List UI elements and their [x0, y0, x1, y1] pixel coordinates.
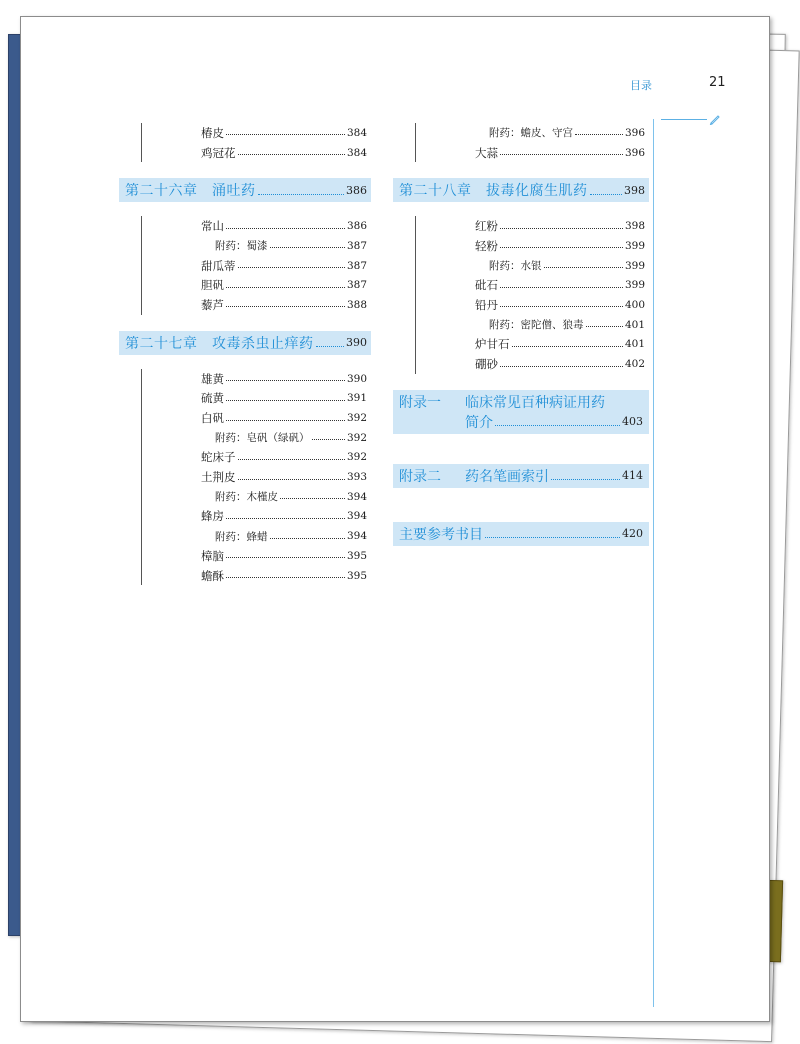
- toc-column-left: [119, 119, 371, 585]
- references-title: 主要参考书目: [399, 526, 483, 543]
- entry-name: 甜瓜蒂: [201, 258, 236, 273]
- entry-page: 387: [346, 259, 367, 272]
- entry-name: 附药：蜂蜡: [215, 530, 268, 543]
- entry-page: 399: [624, 259, 645, 272]
- leader-dots: [226, 306, 345, 307]
- chapter-heading[interactable]: [393, 178, 649, 202]
- entry-name: 蛇床子: [201, 450, 236, 465]
- entry-name: 附药：蟾皮、守宫: [489, 127, 573, 140]
- references-page: 420: [622, 527, 643, 541]
- toc-entry[interactable]: [393, 275, 649, 295]
- entry-page: 388: [346, 298, 367, 311]
- entry-name: 椿皮: [201, 125, 224, 140]
- toc-entry[interactable]: [119, 546, 371, 566]
- entry-page: 401: [624, 338, 645, 351]
- toc-entry[interactable]: [393, 143, 649, 163]
- toc-entry[interactable]: [393, 335, 649, 355]
- leader-dots: [500, 154, 623, 155]
- entry-name: 红粉: [475, 219, 498, 234]
- leader-dots: [500, 306, 623, 307]
- toc-entry[interactable]: [119, 275, 371, 295]
- toc-entry[interactable]: [119, 507, 371, 527]
- entry-page: 395: [346, 549, 367, 562]
- entry-page: 387: [346, 279, 367, 292]
- header-rule: [661, 119, 707, 120]
- appendix-2-heading[interactable]: [393, 464, 649, 488]
- leader-dots: [512, 346, 623, 347]
- leader-dots: [586, 326, 623, 327]
- appendix-row: [399, 524, 643, 544]
- leader-dots: [238, 459, 345, 460]
- entry-block: [119, 123, 371, 162]
- running-header: 目录: [630, 79, 652, 92]
- appendix-title: 临床常见百种病证用药: [465, 394, 605, 411]
- appendix-row: [399, 412, 643, 432]
- entry-page: 392: [346, 451, 367, 464]
- leader-dots: [226, 577, 345, 578]
- toc-entry[interactable]: [393, 236, 649, 256]
- entry-page: 386: [346, 220, 367, 233]
- entry-block: [393, 123, 649, 162]
- chapter-title: 第二十八章 拔毒化腐生肌药: [399, 183, 588, 200]
- toc-entry[interactable]: [119, 389, 371, 409]
- leader-dots: [226, 518, 345, 519]
- entry-name: 附药：密陀僧、狼毒: [489, 319, 584, 332]
- appendix-page: 403: [622, 415, 643, 429]
- toc-entry[interactable]: [119, 295, 371, 315]
- appendix-label: 附录一: [399, 394, 441, 411]
- entry-name: 蟾酥: [201, 568, 224, 583]
- leader-dots: [500, 287, 623, 288]
- leader-dots: [226, 287, 345, 288]
- entry-name: 硫黄: [201, 391, 224, 406]
- leader-dots: [544, 267, 623, 268]
- pen-icon: [709, 113, 721, 125]
- toc-entry[interactable]: [119, 216, 371, 236]
- appendix-label: 附录二: [399, 468, 441, 485]
- toc-entry[interactable]: [119, 256, 371, 276]
- entry-name: 附药：水银: [489, 260, 542, 273]
- leader-dots: [226, 557, 345, 558]
- leader-dots: [226, 228, 345, 229]
- entry-page: 396: [624, 146, 645, 159]
- leader-dots: [226, 134, 345, 135]
- toc-entry[interactable]: [119, 566, 371, 586]
- appendix-title-cont: 简介: [465, 414, 493, 431]
- leader-dots: [575, 134, 623, 135]
- entry-page: 401: [624, 318, 645, 331]
- chapter-title: 第二十七章 攻毒杀虫止痒药: [125, 335, 314, 352]
- entry-name: 蜂房: [201, 509, 224, 524]
- chapter-page: 390: [346, 336, 367, 350]
- entry-name: 炉甘石: [475, 337, 510, 352]
- appendix-1-heading[interactable]: [393, 390, 649, 434]
- entry-page: 387: [346, 239, 367, 252]
- entry-name: 硼砂: [475, 357, 498, 372]
- entry-page: 398: [624, 220, 645, 233]
- leader-dots: [551, 479, 620, 480]
- toc-page: [20, 16, 770, 1022]
- toc-sub-entry[interactable]: [119, 526, 371, 546]
- toc-sub-entry[interactable]: [393, 256, 649, 276]
- toc-entry[interactable]: [393, 354, 649, 374]
- leader-dots: [590, 194, 623, 195]
- leader-dots: [312, 439, 345, 440]
- entry-name: 附药：蜀漆: [215, 240, 268, 253]
- leader-dots: [238, 267, 345, 268]
- toc-entry[interactable]: [393, 295, 649, 315]
- entry-name: 附药：皂矾（绿矾）: [215, 432, 310, 445]
- entry-page: 400: [624, 298, 645, 311]
- appendix-row: [399, 466, 643, 486]
- entry-name: 大蒜: [475, 145, 498, 160]
- leader-dots: [495, 425, 620, 426]
- entry-page: 394: [346, 490, 367, 503]
- entry-page: 396: [624, 126, 645, 139]
- entry-name: 土荆皮: [201, 470, 236, 485]
- entry-name: 砒石: [475, 278, 498, 293]
- entry-name: 鸡冠花: [201, 145, 236, 160]
- chapter-page: 386: [346, 183, 367, 197]
- leader-dots: [280, 498, 345, 499]
- entry-name: 雄黄: [201, 371, 224, 386]
- leader-dots: [238, 479, 345, 480]
- leader-dots: [270, 247, 345, 248]
- entry-name: 胆矾: [201, 278, 224, 293]
- entry-block: [393, 216, 649, 374]
- toc-entry[interactable]: [119, 123, 371, 143]
- toc-entry[interactable]: [119, 467, 371, 487]
- references-heading[interactable]: [393, 522, 649, 546]
- entry-name: 轻粉: [475, 238, 498, 253]
- entry-name: 白矾: [201, 411, 224, 426]
- chapter-title: 第二十六章 涌吐药: [125, 183, 256, 200]
- page-number: 21: [709, 75, 726, 90]
- toc-sub-entry[interactable]: [393, 123, 649, 143]
- leader-dots: [500, 228, 623, 229]
- toc-entry[interactable]: [119, 143, 371, 163]
- chapter-heading[interactable]: [119, 178, 371, 202]
- leader-dots: [238, 154, 345, 155]
- toc-sub-entry[interactable]: [393, 315, 649, 335]
- toc-entry[interactable]: [119, 369, 371, 389]
- toc-sub-entry[interactable]: [119, 487, 371, 507]
- chapter-page: 398: [624, 183, 645, 197]
- leader-dots: [316, 346, 345, 347]
- entry-page: 402: [624, 358, 645, 371]
- toc-sub-entry[interactable]: [119, 236, 371, 256]
- entry-page: 393: [346, 471, 367, 484]
- toc-entry[interactable]: [119, 448, 371, 468]
- entry-page: 399: [624, 239, 645, 252]
- entry-name: 藜芦: [201, 297, 224, 312]
- entry-page: 384: [346, 126, 367, 139]
- entry-block: [119, 216, 371, 314]
- leader-dots: [485, 537, 620, 538]
- chapter-heading[interactable]: [119, 331, 371, 355]
- leader-dots: [258, 194, 345, 195]
- margin-rule: [653, 119, 654, 1007]
- toc-sub-entry[interactable]: [119, 428, 371, 448]
- appendix-title: 药名笔画索引: [465, 468, 549, 485]
- entry-page: 391: [346, 392, 367, 405]
- appendix-row: [399, 392, 643, 412]
- entry-name: 樟脑: [201, 548, 224, 563]
- entry-page: 394: [346, 510, 367, 523]
- entry-name: 附药：木槿皮: [215, 491, 278, 504]
- entry-page: 390: [346, 372, 367, 385]
- leader-dots: [226, 400, 345, 401]
- entry-page: 392: [346, 412, 367, 425]
- leader-dots: [500, 366, 623, 367]
- toc-column-right: [393, 119, 649, 546]
- toc-entry[interactable]: [119, 408, 371, 428]
- entry-page: 394: [346, 530, 367, 543]
- appendix-page: 414: [622, 469, 643, 483]
- entry-page: 399: [624, 279, 645, 292]
- entry-page: 392: [346, 431, 367, 444]
- entry-block: [119, 369, 371, 586]
- leader-dots: [270, 538, 345, 539]
- leader-dots: [226, 420, 345, 421]
- entry-name: 常山: [201, 219, 224, 234]
- entry-page: 395: [346, 569, 367, 582]
- entry-page: 384: [346, 146, 367, 159]
- toc-entry[interactable]: [393, 216, 649, 236]
- leader-dots: [500, 247, 623, 248]
- entry-name: 铅丹: [475, 297, 498, 312]
- leader-dots: [226, 380, 345, 381]
